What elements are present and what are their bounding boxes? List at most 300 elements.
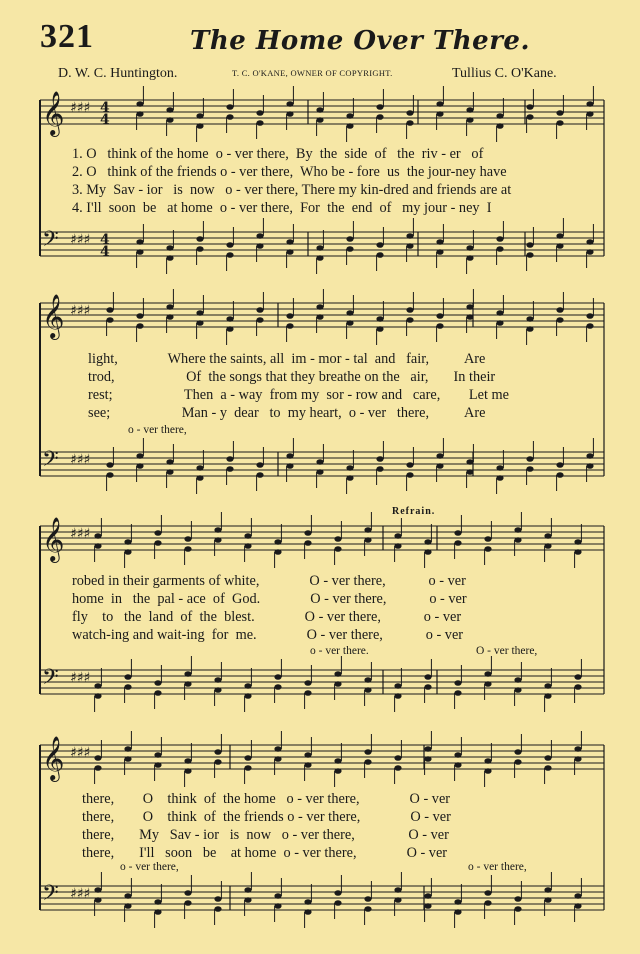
- note-head: [394, 755, 401, 761]
- note-head: [484, 536, 491, 542]
- note-head: [526, 114, 533, 120]
- note-head: [376, 252, 383, 258]
- note-head: [136, 239, 143, 245]
- note-head: [394, 683, 401, 689]
- note-head: [466, 304, 473, 310]
- note-head: [454, 752, 461, 758]
- note-head: [346, 246, 353, 252]
- note-head: [544, 533, 551, 539]
- note-head: [316, 469, 323, 475]
- note-head: [304, 899, 311, 905]
- note-head: [574, 746, 581, 752]
- note-head: [136, 249, 143, 255]
- verse-line-1: 1. O think of the home o - ver there, By the side of the riv - er of: [72, 146, 484, 162]
- note-head: [586, 453, 593, 459]
- note-head: [574, 903, 581, 909]
- note-head: [256, 472, 263, 478]
- note-head: [274, 746, 281, 752]
- note-head: [454, 690, 461, 696]
- bass-echo-words: O - ver there,: [476, 645, 538, 657]
- note-head: [394, 765, 401, 771]
- note-head: [226, 242, 233, 248]
- note-head: [196, 310, 203, 316]
- note-head: [514, 749, 521, 755]
- note-head: [544, 765, 551, 771]
- note-head: [526, 104, 533, 110]
- note-head: [394, 897, 401, 903]
- note-head: [184, 890, 191, 896]
- note-head: [376, 466, 383, 472]
- note-head: [586, 249, 593, 255]
- note-head: [556, 317, 563, 323]
- note-head: [364, 537, 371, 543]
- note-head: [166, 469, 173, 475]
- note-head: [286, 463, 293, 469]
- note-head: [136, 463, 143, 469]
- note-head: [514, 527, 521, 533]
- verse-line-4: see; Man - y dear to my heart, o - ver there, Are: [88, 405, 486, 421]
- note-head: [274, 893, 281, 899]
- note-head: [586, 323, 593, 329]
- note-head: [196, 246, 203, 252]
- time-signature-bottom: 4: [100, 112, 110, 128]
- key-signature-sharps: ♯♯♯: [70, 886, 91, 902]
- note-head: [364, 896, 371, 902]
- note-head: [406, 233, 413, 239]
- note-head: [544, 897, 551, 903]
- note-head: [436, 249, 443, 255]
- note-head: [166, 314, 173, 320]
- note-head: [316, 255, 323, 261]
- note-head: [106, 307, 113, 313]
- note-head: [256, 120, 263, 126]
- note-head: [586, 111, 593, 117]
- treble-clef-icon: 𝄞: [42, 736, 65, 780]
- note-head: [274, 674, 281, 680]
- verse-line-3: rest; Then a - way from my sor - row and care, Let me: [88, 387, 509, 403]
- note-head: [94, 543, 101, 549]
- note-head: [154, 899, 161, 905]
- note-head: [454, 530, 461, 536]
- note-head: [574, 684, 581, 690]
- note-head: [484, 671, 491, 677]
- note-head: [346, 465, 353, 471]
- note-head: [496, 475, 503, 481]
- note-head: [184, 900, 191, 906]
- note-head: [244, 533, 251, 539]
- note-head: [574, 549, 581, 555]
- note-head: [484, 890, 491, 896]
- note-head: [316, 304, 323, 310]
- note-head: [136, 101, 143, 107]
- note-head: [454, 762, 461, 768]
- note-head: [124, 746, 131, 752]
- note-head: [286, 313, 293, 319]
- verse-line-3: 3. My Sav - ior is now o - ver there, There my kin-dred and friends are at: [72, 182, 512, 198]
- note-head: [484, 758, 491, 764]
- note-head: [226, 252, 233, 258]
- bass-echo-words: o - ver there,: [128, 424, 187, 436]
- key-signature-sharps: ♯♯♯: [70, 100, 91, 116]
- note-head: [424, 746, 431, 752]
- key-signature-sharps: ♯♯♯: [70, 232, 91, 248]
- note-head: [436, 463, 443, 469]
- note-head: [304, 909, 311, 915]
- note-head: [184, 546, 191, 552]
- time-signature-bottom: 4: [100, 244, 110, 260]
- verse-line-2: there, O think of the friends o - ver there, O - ver: [82, 809, 451, 825]
- key-signature-sharps: ♯♯♯: [70, 670, 91, 686]
- note-head: [514, 759, 521, 765]
- note-head: [166, 459, 173, 465]
- note-head: [214, 527, 221, 533]
- note-head: [556, 120, 563, 126]
- note-head: [556, 472, 563, 478]
- note-head: [304, 540, 311, 546]
- note-head: [334, 758, 341, 764]
- note-head: [286, 239, 293, 245]
- verse-line-1: light, Where the saints, all im - mor - tal and fair, Are: [88, 351, 486, 367]
- note-head: [556, 307, 563, 313]
- note-head: [334, 536, 341, 542]
- note-head: [364, 759, 371, 765]
- treble-clef-icon: 𝄞: [42, 517, 65, 561]
- note-head: [166, 117, 173, 123]
- note-head: [136, 111, 143, 117]
- note-head: [226, 466, 233, 472]
- note-head: [124, 903, 131, 909]
- note-head: [466, 459, 473, 465]
- note-head: [226, 104, 233, 110]
- bass-echo-words: o - ver there.: [310, 645, 369, 657]
- note-head: [484, 768, 491, 774]
- note-head: [196, 475, 203, 481]
- note-head: [274, 903, 281, 909]
- note-head: [526, 242, 533, 248]
- note-head: [94, 683, 101, 689]
- note-head: [304, 530, 311, 536]
- note-head: [424, 684, 431, 690]
- note-head: [544, 755, 551, 761]
- note-head: [304, 762, 311, 768]
- note-head: [376, 104, 383, 110]
- note-head: [124, 674, 131, 680]
- note-head: [406, 317, 413, 323]
- note-head: [316, 314, 323, 320]
- note-head: [526, 466, 533, 472]
- note-head: [466, 117, 473, 123]
- note-head: [526, 456, 533, 462]
- note-head: [484, 900, 491, 906]
- note-head: [256, 243, 263, 249]
- note-head: [334, 890, 341, 896]
- note-head: [376, 316, 383, 322]
- note-head: [376, 242, 383, 248]
- note-head: [556, 243, 563, 249]
- note-head: [496, 123, 503, 129]
- verse-line-1: there, O think of the home o - ver there, O - ver: [82, 791, 451, 807]
- note-head: [544, 543, 551, 549]
- note-head: [334, 900, 341, 906]
- note-head: [586, 463, 593, 469]
- note-head: [124, 549, 131, 555]
- note-head: [496, 113, 503, 119]
- note-head: [304, 690, 311, 696]
- note-head: [436, 313, 443, 319]
- note-head: [286, 323, 293, 329]
- key-signature-sharps: ♯♯♯: [70, 452, 91, 468]
- note-head: [196, 236, 203, 242]
- note-head: [154, 752, 161, 758]
- note-head: [586, 239, 593, 245]
- note-head: [286, 453, 293, 459]
- note-head: [544, 683, 551, 689]
- verse-line-4: there, I'll soon be at home o - ver there, O - ver: [82, 845, 448, 861]
- note-head: [214, 749, 221, 755]
- note-head: [244, 755, 251, 761]
- note-head: [214, 677, 221, 683]
- note-head: [196, 113, 203, 119]
- note-head: [436, 111, 443, 117]
- note-head: [244, 693, 251, 699]
- note-head: [586, 101, 593, 107]
- note-head: [286, 111, 293, 117]
- note-head: [514, 906, 521, 912]
- note-head: [424, 674, 431, 680]
- note-head: [376, 114, 383, 120]
- note-head: [364, 527, 371, 533]
- note-head: [256, 110, 263, 116]
- note-head: [346, 320, 353, 326]
- note-head: [334, 768, 341, 774]
- verse-line-2: 2. O think of the friends o - ver there, Who be - fore us the jour-ney have: [72, 164, 507, 180]
- note-head: [226, 326, 233, 332]
- note-head: [466, 314, 473, 320]
- note-head: [136, 323, 143, 329]
- note-head: [286, 101, 293, 107]
- note-head: [514, 537, 521, 543]
- note-head: [136, 313, 143, 319]
- note-head: [316, 117, 323, 123]
- key-signature-sharps: ♯♯♯: [70, 745, 91, 761]
- hymn-title: The Home Over There.: [190, 26, 530, 56]
- time-signature-top: 4: [100, 100, 110, 116]
- verse-line-3: fly to the land of the blest. O - ver there, o - ver: [72, 609, 462, 625]
- note-head: [154, 540, 161, 546]
- note-head: [364, 749, 371, 755]
- note-head: [376, 456, 383, 462]
- note-head: [244, 765, 251, 771]
- bass-clef-icon: 𝄢: [42, 665, 59, 695]
- note-head: [94, 693, 101, 699]
- note-head: [334, 546, 341, 552]
- bass-clef-icon: 𝄢: [42, 227, 59, 257]
- note-head: [526, 316, 533, 322]
- bass-echo-words: o - ver there,: [468, 861, 527, 873]
- note-head: [574, 674, 581, 680]
- note-head: [556, 233, 563, 239]
- note-head: [154, 762, 161, 768]
- hymn-number: 321: [40, 18, 94, 55]
- note-head: [364, 687, 371, 693]
- note-head: [346, 310, 353, 316]
- note-head: [256, 307, 263, 313]
- note-head: [496, 246, 503, 252]
- note-head: [394, 533, 401, 539]
- note-head: [496, 236, 503, 242]
- note-head: [196, 320, 203, 326]
- note-head: [94, 755, 101, 761]
- note-head: [454, 540, 461, 546]
- note-head: [274, 539, 281, 545]
- note-head: [124, 684, 131, 690]
- note-head: [154, 690, 161, 696]
- note-head: [166, 107, 173, 113]
- note-head: [436, 453, 443, 459]
- note-head: [466, 469, 473, 475]
- verse-line-3: there, My Sav - ior is now o - ver there, O - ver: [82, 827, 449, 843]
- note-head: [274, 684, 281, 690]
- key-signature-sharps: ♯♯♯: [70, 526, 91, 542]
- note-head: [106, 462, 113, 468]
- copyright-notice: T. C. O'KANE, OWNER OF COPYRIGHT.: [232, 68, 393, 78]
- note-head: [556, 462, 563, 468]
- note-head: [184, 768, 191, 774]
- note-head: [436, 239, 443, 245]
- note-head: [316, 245, 323, 251]
- note-head: [574, 893, 581, 899]
- note-head: [94, 887, 101, 893]
- note-head: [406, 307, 413, 313]
- bass-echo-words: o - ver there,: [120, 861, 179, 873]
- note-head: [424, 539, 431, 545]
- note-head: [574, 539, 581, 545]
- note-head: [94, 533, 101, 539]
- note-head: [496, 465, 503, 471]
- note-head: [226, 114, 233, 120]
- note-head: [406, 110, 413, 116]
- note-head: [256, 462, 263, 468]
- note-head: [214, 906, 221, 912]
- note-head: [346, 113, 353, 119]
- bass-clef-icon: 𝄢: [42, 447, 59, 477]
- note-head: [406, 243, 413, 249]
- note-head: [496, 320, 503, 326]
- refrain-label: Refrain.: [392, 506, 436, 517]
- note-head: [184, 671, 191, 677]
- note-head: [214, 759, 221, 765]
- note-head: [424, 549, 431, 555]
- note-head: [346, 475, 353, 481]
- composer-credit: Tullius C. O'Kane.: [452, 66, 557, 81]
- note-head: [244, 543, 251, 549]
- note-head: [466, 255, 473, 261]
- treble-clef-icon: 𝄞: [42, 294, 65, 338]
- note-head: [124, 756, 131, 762]
- key-signature-sharps: ♯♯♯: [70, 303, 91, 319]
- verse-line-1: robed in their garments of white, O - ver there, o - ver: [72, 573, 466, 589]
- note-head: [346, 123, 353, 129]
- note-head: [196, 123, 203, 129]
- verse-line-2: trod, Of the songs that they breathe on the air, In their: [88, 369, 496, 385]
- note-head: [364, 906, 371, 912]
- note-head: [214, 537, 221, 543]
- note-head: [454, 680, 461, 686]
- note-head: [484, 546, 491, 552]
- note-head: [124, 539, 131, 545]
- note-head: [286, 249, 293, 255]
- note-head: [424, 903, 431, 909]
- note-head: [166, 245, 173, 251]
- time-signature-top: 4: [100, 232, 110, 248]
- note-head: [424, 756, 431, 762]
- note-head: [556, 110, 563, 116]
- note-head: [274, 549, 281, 555]
- note-head: [154, 680, 161, 686]
- note-head: [526, 252, 533, 258]
- note-head: [586, 313, 593, 319]
- verse-line-4: 4. I'll soon be at home o - ver there, For the end of my jour - ney I: [72, 200, 492, 216]
- note-head: [484, 681, 491, 687]
- note-head: [514, 896, 521, 902]
- note-head: [334, 671, 341, 677]
- note-head: [244, 887, 251, 893]
- note-head: [316, 107, 323, 113]
- verse-line-4: watch-ing and wait-ing for me. O - ver there, o - ver: [72, 627, 464, 643]
- note-head: [394, 693, 401, 699]
- note-head: [166, 304, 173, 310]
- note-head: [526, 326, 533, 332]
- note-head: [226, 456, 233, 462]
- note-head: [406, 472, 413, 478]
- note-head: [304, 752, 311, 758]
- treble-clef-icon: 𝄞: [42, 91, 65, 135]
- note-head: [496, 310, 503, 316]
- note-head: [394, 543, 401, 549]
- note-head: [376, 326, 383, 332]
- note-head: [466, 245, 473, 251]
- note-head: [184, 536, 191, 542]
- note-head: [364, 677, 371, 683]
- note-head: [424, 893, 431, 899]
- note-head: [316, 459, 323, 465]
- note-head: [214, 687, 221, 693]
- note-head: [394, 887, 401, 893]
- note-head: [124, 893, 131, 899]
- note-head: [544, 693, 551, 699]
- note-head: [244, 897, 251, 903]
- note-head: [514, 677, 521, 683]
- note-head: [214, 896, 221, 902]
- note-head: [514, 687, 521, 693]
- note-head: [334, 681, 341, 687]
- note-head: [184, 681, 191, 687]
- note-head: [256, 317, 263, 323]
- note-head: [106, 472, 113, 478]
- note-head: [406, 462, 413, 468]
- verse-line-2: home in the pal - ace of God. O - ver there, o - ver: [72, 591, 467, 607]
- note-head: [436, 323, 443, 329]
- note-head: [166, 255, 173, 261]
- lyricist-credit: D. W. C. Huntington.: [58, 66, 178, 81]
- note-head: [196, 465, 203, 471]
- note-head: [94, 765, 101, 771]
- note-head: [274, 756, 281, 762]
- note-head: [106, 317, 113, 323]
- note-head: [454, 909, 461, 915]
- note-head: [466, 107, 473, 113]
- note-head: [304, 680, 311, 686]
